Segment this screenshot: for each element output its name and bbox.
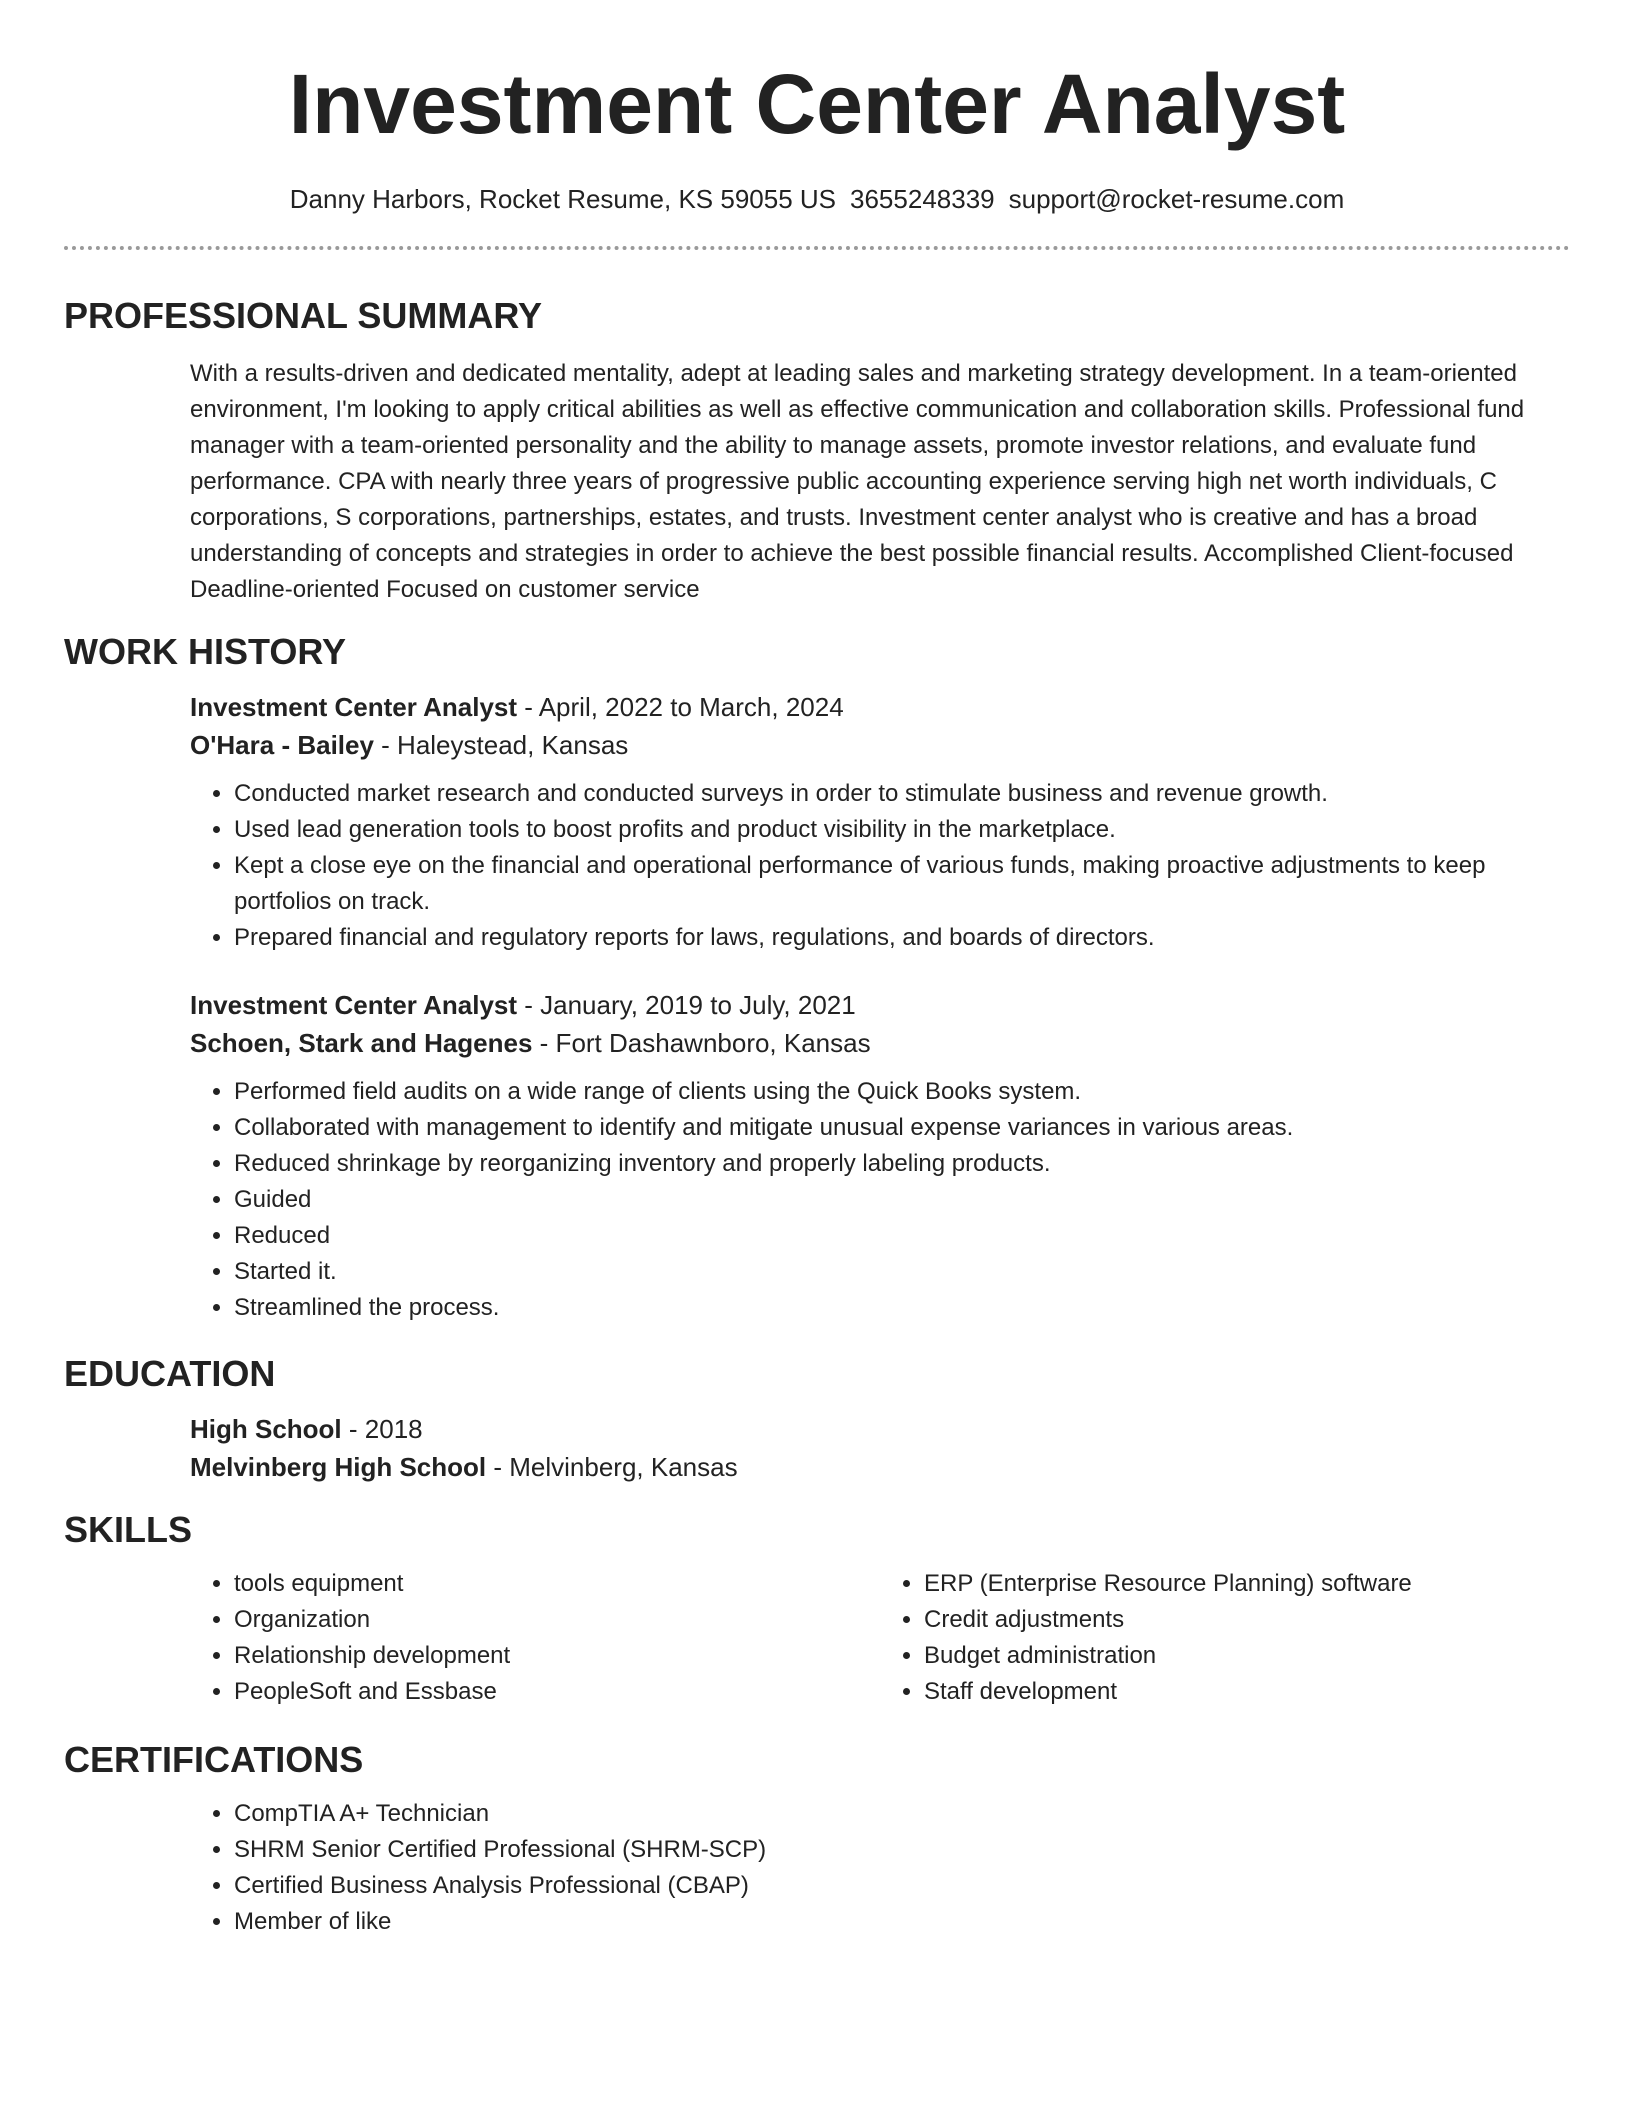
contact-address: Danny Harbors, Rocket Resume, KS 59055 US	[289, 184, 837, 214]
job-bullet: • Conducted market research and conducted surveys in order to stimulate business and revenue growth.	[234, 776, 1570, 812]
skills-right-list	[880, 1566, 1570, 1710]
job-title-line	[190, 986, 1570, 1024]
job-bullet: • Started it.	[234, 1254, 1570, 1290]
skill-item: • tools equipment	[234, 1566, 880, 1602]
education-heading: EDUCATION	[64, 1353, 276, 1394]
job-dates: - January, 2019 to July, 2021	[517, 990, 856, 1020]
certification-item: • Member of like	[234, 1904, 1570, 1940]
job-company-line	[190, 726, 1570, 764]
header-divider	[64, 246, 1570, 250]
job-bullet: • Kept a close eye on the financial and operational performance of various funds, making proactive adjustments to keep portfolios on track.	[234, 848, 1570, 920]
skill-item: • Budget administration	[924, 1638, 1570, 1674]
contact-email: support@rocket-resume.com	[1008, 184, 1345, 214]
job-bullet: • Prepared financial and regulatory reports for laws, regulations, and boards of directors.	[234, 920, 1570, 956]
skill-item: • ERP (Enterprise Resource Planning) software	[924, 1566, 1570, 1602]
job-location: - Fort Dashawnboro, Kansas	[532, 1028, 871, 1058]
job-bullet: • Reduced	[234, 1218, 1570, 1254]
job-bullet: • Used lead generation tools to boost profits and product visibility in the marketplace.	[234, 812, 1570, 848]
certifications-list	[190, 1796, 1570, 1940]
job-bullet: • Guided	[234, 1182, 1570, 1218]
job-title-line	[190, 688, 1570, 726]
education-degree: High School	[190, 1414, 342, 1444]
contact-line	[64, 182, 1570, 216]
skills-grid	[190, 1566, 1570, 1710]
education-year: - 2018	[341, 1414, 423, 1444]
certification-item: • Certified Business Analysis Professional (CBAP)	[234, 1868, 1570, 1904]
job-entry	[190, 986, 1570, 1326]
job-role: Investment Center Analyst	[190, 692, 518, 722]
skills-left-list	[190, 1566, 880, 1710]
summary-heading: PROFESSIONAL SUMMARY	[64, 295, 543, 336]
summary-text: With a results-driven and dedicated mentality, adept at leading sales and marketing strategy development. In a team-oriented environment, I'm looking to apply critical abilities as well as effective communication and collaboration skills. Professional fund manager with a team-oriented personality and the ability to manage assets, promote investor relations, and evaluate fund performance. CPA with nearly three years of progressive public accounting experience serving high net worth individuals, C corporations, S corporations, partnerships, estates, and trusts. Investment center analyst who is creative and has a broad understanding of concepts and strategies in order to achieve the best possible financial results. Accomplished Client-focused Deadline-oriented Focused on customer service	[190, 360, 1525, 603]
education-degree-line	[190, 1410, 1570, 1448]
contact-phone: 3655248339	[850, 184, 995, 214]
skill-item: • Organization	[234, 1602, 880, 1638]
job-company-line	[190, 1024, 1570, 1062]
job-company: O'Hara - Bailey	[190, 730, 374, 760]
job-role: Investment Center Analyst	[190, 990, 518, 1020]
skill-item: • PeopleSoft and Essbase	[234, 1674, 880, 1710]
skill-item: • Relationship development	[234, 1638, 880, 1674]
education-school-line	[190, 1448, 1570, 1486]
job-dates: - April, 2022 to March, 2024	[517, 692, 844, 722]
certifications-heading: CERTIFICATIONS	[64, 1739, 364, 1780]
job-company: Schoen, Stark and Hagenes	[190, 1028, 533, 1058]
certification-item: • CompTIA A+ Technician	[234, 1796, 1570, 1832]
job-bullet: • Collaborated with management to identify and mitigate unusual expense variances in various areas.	[234, 1110, 1570, 1146]
job-location: - Haleystead, Kansas	[373, 730, 629, 760]
summary-section	[190, 356, 1570, 608]
resume-title: Investment Center Analyst	[288, 57, 1346, 151]
work-history-heading: WORK HISTORY	[64, 631, 347, 672]
job-bullet: • Performed field audits on a wide range of clients using the Quick Books system.	[234, 1074, 1570, 1110]
job-bullet: • Streamlined the process.	[234, 1290, 1570, 1326]
certification-item: • SHRM Senior Certified Professional (SHRM-SCP)	[234, 1832, 1570, 1868]
skill-item: • Staff development	[924, 1674, 1570, 1710]
job-bullets	[190, 776, 1570, 956]
certifications-section	[190, 1796, 1570, 1940]
job-entry	[190, 688, 1570, 956]
skill-item: • Credit adjustments	[924, 1602, 1570, 1638]
job-bullet: • Reduced shrinkage by reorganizing inventory and properly labeling products.	[234, 1146, 1570, 1182]
education-location: - Melvinberg, Kansas	[486, 1452, 738, 1482]
skills-heading: SKILLS	[64, 1509, 193, 1550]
job-bullets	[190, 1074, 1570, 1326]
education-entry	[190, 1410, 1570, 1486]
education-school: Melvinberg High School	[190, 1452, 487, 1482]
